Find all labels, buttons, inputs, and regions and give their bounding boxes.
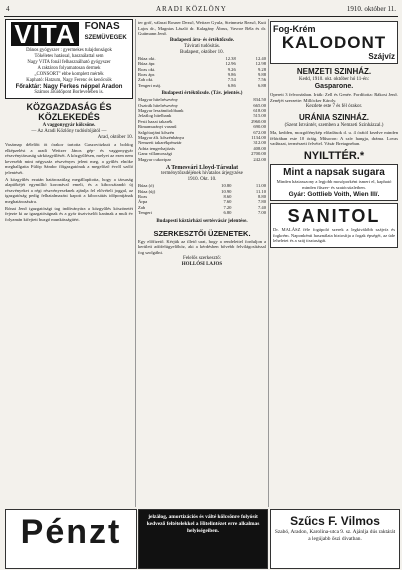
table-cell: 6.86 (227, 82, 236, 88)
table-cell: Zab (138, 204, 146, 210)
table-cell: 834.50 (253, 97, 266, 103)
table-cell: 8.60 (223, 193, 232, 199)
table-cell: Magyar ált. kőszénbánya (138, 135, 185, 141)
stock-title: Budapesti értéktőzsde. (Táv. jelentés.) (161, 91, 243, 97)
vita-line: Nagy VITA fonál felhasználható gyógyszer (27, 60, 111, 65)
table-cell: 6.88 (257, 82, 266, 88)
table-cell: 690.00 (253, 124, 266, 130)
vita-advert (5, 19, 133, 99)
table-cell: Rozs okt. (138, 66, 156, 72)
vita-line: Dános gyógyszer : gyermekes tulajdonságok (26, 48, 112, 53)
table-cell: Rozs (138, 193, 148, 199)
table-cell: Ganz villamossági (138, 151, 173, 157)
table-cell: Magyar hitelrészvény (138, 97, 178, 103)
editor-name: HOLLÓSI LAJOS (181, 262, 223, 268)
table-cell: 11.00 (255, 183, 266, 189)
urania-title: URÁNIA SZINHÁZ. (299, 113, 369, 123)
table-cell: Magyar cukoripar (138, 156, 172, 162)
lloyd-table (138, 183, 266, 215)
table-cell: Búza okt. (138, 55, 156, 61)
column-left (5, 19, 133, 507)
market-title: Budapesti áru- és értéktőzsde. (169, 37, 235, 43)
sanitol-advert (270, 203, 398, 248)
page-header (6, 3, 396, 17)
lloyd-date: 1910. Okt. 10. (187, 177, 217, 183)
table-cell: Árpa (138, 199, 148, 205)
fogkrem-label: Fog-Krém (273, 24, 316, 34)
section-title: KÖZGAZDASÁG ÉS KÖZLEKEDÉS (26, 102, 112, 122)
urania-text: Ma, kedden, mozgófénykép előadások d. u. 4 órától kezdve minden félórában este 10 óráig. Műsoron: A szív hangja, dráma. Lovas vadászat, természeti felvétel. Vásár Bretagneban. (270, 130, 398, 147)
tailor-name: Szűcs F. Vilmos (290, 514, 380, 528)
table-cell: Pesti hazai takarék (138, 118, 173, 124)
table-cell: 9.26 (227, 66, 236, 72)
table-cell: 9.88 (257, 72, 266, 77)
table-cell: Tengeri máj. (138, 82, 162, 88)
article-paragraph: A közgyűlés ezután határozatilag megállapította, hogy a társaság alaptőkéjét egymillió koronával emeli, és a kibocsátandó új részvényeket a régi részvényeseknek ajánlja fel elővételi joggal, az igazgatóság pedig felhatalmazást kapott a kibocsátás időpontjának meghatározására. (5, 176, 133, 204)
soap-text: Minden háziasszony a legjobb mosóporként ismeri el, kapható minden fűszer- és szatócsüzletben. (276, 178, 392, 190)
header-rule (4, 16, 398, 17)
vita-brand: VITA (11, 22, 78, 46)
soap-firm: Gyár: Gottlieb Voith, Wien III/. (288, 191, 380, 199)
soap-advert (270, 164, 398, 201)
table-row (138, 157, 266, 162)
article-dateline: Arad, október 10. (97, 135, 133, 140)
column-right (270, 19, 398, 507)
lloyd-subtitle: terménytőzsdéjének hivatalos árjegyzése (161, 171, 243, 177)
table-cell: 7.20 (223, 204, 232, 210)
table-cell: 8.80 (257, 193, 266, 199)
table-cell: 9.28 (257, 66, 266, 72)
table-cell: 7.80 (257, 199, 266, 205)
sale-title: Budapesti köztárházi sertésvásár jelentése. (156, 218, 248, 224)
grain-table (138, 56, 266, 88)
newspaper-name: ARADI KÖZLÖNY (156, 5, 227, 13)
table-cell: 10.80 (221, 183, 232, 189)
kalodont-brand: KALODONT (281, 33, 387, 52)
vita-line: Tökéletes hatással, használattal sem (34, 54, 104, 59)
vita-subtitle: FONAS SZEMÜVEGEK (84, 21, 127, 41)
article-continuation: ter gróf, választ Rosner Dezső, Weitzer Gyula, Steinmetz Rezső, Kuti Lajos dr., Magnias László dr. Kalagány Ábrus, Vavroe Béla és dr. Guttmann Jenő. (138, 20, 266, 37)
penz-advert (5, 509, 137, 569)
table-cell: 515.00 (253, 113, 266, 119)
table-row (138, 83, 266, 88)
table-cell: 12.40 (255, 55, 266, 61)
vita-line: Számos áruidőpont Borlevelében is. (34, 90, 104, 95)
table-cell: 9.86 (227, 72, 236, 77)
theater-start: Kezdete este 7 és fél órakor. (305, 104, 363, 110)
urania-subtitle: (Szent Istvántér, szemben a Nemzeti Szinházzal.) (284, 123, 384, 129)
vita-line: „CONSORT" ebbe komplett mérték (34, 72, 104, 77)
market-subtitle: Távirati tudósítás. (183, 43, 221, 49)
table-cell: 1134.00 (251, 135, 266, 141)
nyilter-title: NYILTTÉR.* (303, 149, 365, 162)
lloyd-title: A Temesvári Lloyd-Társulat (165, 165, 239, 172)
penz-headline: Pénzt (20, 513, 122, 551)
table-cell: 7.00 (257, 210, 266, 216)
theater-play: Gasparone. (314, 83, 354, 90)
sanitol-text: Dr. MALÁSZ féle fogápoló szerek a legkiválóbb szájvíz és fogkrém. Naponkénti használata biztosítja a fogak épségét, az üde leheletet és a száj tisztaságát. (273, 227, 395, 244)
table-cell: 7.56 (257, 77, 266, 83)
article-byline: — Az Aradi Közlöny tudósítójától — (31, 129, 107, 134)
issue-date: 1910. október 11. (346, 5, 396, 13)
tailor-text: Szabó, Aradon, Karolina-utca 9. sz. Ajánlja dús raktárát a legújabb őszi divatban. (274, 529, 396, 542)
table-cell: Rozs ápr. (138, 72, 156, 77)
table-cell: Zab okt. (138, 77, 154, 83)
table-cell: 12.98 (255, 61, 266, 67)
kalodont-advert (270, 21, 398, 64)
vita-line: A raktáron folyamatosan dermek (37, 66, 101, 71)
notice-text: Egy előfizető. Kérjük az illető urat, hogy a rendelettel forduljon a kerületi adófelügyelőhöz, aki a kérdésben bővebb felvilágosítással fog szolgálni. (138, 238, 266, 255)
column-divider (135, 19, 136, 507)
table-cell: Nemzeti takarékpénztár (138, 140, 182, 146)
table-row (138, 210, 266, 215)
article-paragraph: Rónai Jenő igazgatósági tag indítványára a közgyűlés köszönetét fejezte ki az igazgatóságnak és a gyár tisztviselői karának a mult év folyamán kifejtett buzgó munkásságáért. (5, 205, 133, 222)
table-cell: Tengeri (138, 210, 152, 216)
stock-table (138, 97, 266, 162)
tailor-advert (270, 509, 400, 569)
vita-line: Főraktár: Nagy Ferkes néppel Aradon (15, 84, 123, 90)
table-cell: Búza ápr. (138, 61, 156, 67)
editor-label: Felelős szerkesztő: (183, 256, 221, 262)
table-cell: 7.54 (227, 77, 236, 83)
table-cell: 11.10 (255, 188, 266, 194)
sanitol-brand: SANITOL (287, 206, 381, 227)
table-cell: 6.80 (223, 210, 232, 216)
table-cell: Rimamurányi vasmű (138, 124, 177, 130)
notice-title: SZERKESZTŐI ÜZENETEK. (153, 228, 251, 238)
table-cell: 242.00 (253, 156, 266, 162)
table-cell: Osztrák hitelrészvény (138, 102, 178, 108)
table-cell: 312.00 (253, 140, 266, 146)
loan-advert (138, 509, 268, 569)
table-cell: 408.00 (253, 145, 266, 151)
table-cell: 12.38 (225, 55, 236, 61)
table-cell: Búza (ó) (138, 183, 154, 189)
loan-text: jelzálog, amortizációs és válté kölcsönre folyósít kedvező feltételekkel a Hitelintézet erre alkalmas helyiségeiben. (146, 514, 260, 534)
theater-date: Kedd, 1910. okt. október hó 11-én: (298, 77, 370, 82)
theater-title: NEMZETI SZINHÁZ. (296, 67, 372, 76)
vita-line: Kapható: Hatzum, Nagy Ferenc és kenőcsök (26, 78, 112, 83)
column-divider (268, 19, 269, 507)
table-cell: Salgótarjáni kőszén (138, 129, 175, 135)
soap-title: Mint a napsak sugara (283, 166, 385, 178)
table-cell: Adria tengerhajózás (138, 145, 175, 151)
table-cell: 2960.00 (251, 118, 266, 124)
table-cell: 7.60 (223, 199, 232, 205)
table-cell: 10.90 (221, 188, 232, 194)
table-cell: Búza (új) (138, 188, 156, 194)
table-cell: 618.00 (253, 108, 266, 114)
article-paragraph: Vasárnap délelőtt öt órakor tartotta Gaszovitzkutt a boldog elképzelést a aradi Weitzer János gép- és vaggonygyár részvénytársaság sárközgyűlését. A közgyűlésen, melyet az ezen nem kevesebb mint négyszáz részvényes jelent meg, a gyűlés elnöke meghallgatta Fülöp Sándor főigazgatónak a megelőző évről szóló jelentését. (5, 142, 133, 175)
table-cell: 7.40 (257, 204, 266, 210)
table-cell: 665.00 (253, 102, 266, 108)
page-number: 4 (6, 5, 10, 13)
column-middle (138, 19, 266, 507)
szajviz-label: Szájvíz (368, 52, 395, 61)
table-cell: 2700.00 (251, 151, 266, 157)
market-date: Budapest, október 10. (180, 49, 224, 55)
theater-description: Operett 3 felvonásban. Irták: Zell és Genée. Fordította: Rákosi Jenő. Zenéjét szerzette: Millöcker Károly. (270, 92, 398, 103)
table-cell: Jelzálog hitelbank (138, 113, 172, 119)
article-title: A vaggonygyár kölcsöne. (42, 123, 96, 128)
table-cell: 672.00 (253, 129, 266, 135)
table-cell: Magyar leszámítolóbank (138, 108, 184, 114)
table-cell: 12.96 (225, 61, 236, 67)
